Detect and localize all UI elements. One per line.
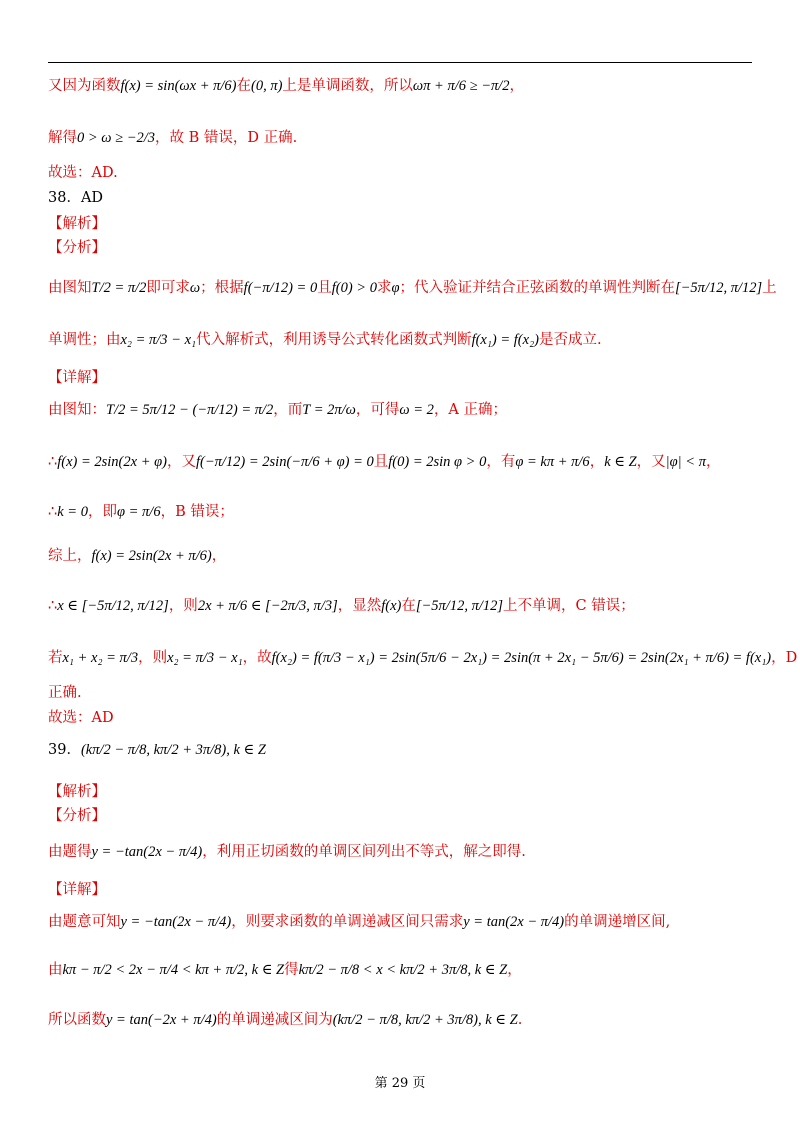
text-fragment: 若 [48, 650, 63, 666]
text-fragment: 综上， [48, 548, 92, 564]
formula: f(0) > 0 [331, 280, 377, 296]
text-fragment: 由 [48, 962, 63, 978]
formula: f(0) = 2sin φ > 0 [388, 454, 487, 470]
text-fragment: ，故 [242, 650, 272, 666]
header-rule [48, 62, 752, 63]
formula: y = tan(2x − π/4) [463, 914, 565, 930]
text-fragment: ， [509, 78, 525, 94]
text-fragment: 得 [284, 962, 299, 978]
text-fragment: ∴ [48, 454, 58, 470]
text-fragment: 由图知 [48, 280, 92, 296]
text-line [48, 278, 777, 298]
text-line [48, 238, 756, 258]
formula: T/2 = 5π/12 − (−π/12) = π/2 [106, 402, 274, 418]
text-fragment: 38．AD [48, 190, 104, 206]
formula: x₁ + x₂ = π/3 [62, 650, 139, 666]
text-fragment: 【解析】 [48, 784, 106, 800]
formula: [−5π/12, π/12] [415, 598, 503, 614]
formula: y = −tan(2x − π/4) [91, 844, 203, 860]
formula: y = tan(−2x + π/4) [106, 1012, 217, 1028]
text-fragment: 上不单调，C 错误； [503, 598, 635, 614]
text-fragment: ，则要求函数的单调递减区间只需求 [231, 914, 464, 930]
text-fragment: 39． [48, 742, 81, 758]
text-line [48, 683, 756, 703]
text-fragment: 由图知： [48, 402, 106, 418]
text-fragment: 由题得 [48, 844, 92, 860]
text-fragment: 又因为函数 [48, 78, 121, 94]
text-fragment: ，即 [87, 504, 117, 520]
text-fragment: 【详解】 [48, 882, 106, 898]
text-line [48, 214, 756, 234]
formula: f(−π/12) = 0 [243, 280, 318, 296]
text-fragment: ，利用正切函数的单调区间列出不等式，解之即得. [202, 844, 526, 860]
text-fragment: 且 [317, 280, 332, 296]
text-fragment: ；根据 [200, 280, 244, 296]
text-fragment: 上 [762, 280, 777, 296]
formula: (kπ/2 − π/8, kπ/2 + 3π/8), k ∈ Z [80, 742, 266, 758]
text-fragment: 故选：AD [48, 710, 114, 726]
formula: k ∈ Z [604, 454, 637, 470]
text-fragment: ，而 [273, 402, 303, 418]
text-fragment: 代入解析式，利用诱导公式转化函数式判断 [196, 332, 472, 348]
text-line [48, 163, 756, 183]
formula: (0, π) [251, 78, 283, 94]
text-line [48, 452, 756, 472]
text-fragment: ，又 [166, 454, 196, 470]
formula: kπ − π/2 < 2x − π/4 < kπ + π/2, k ∈ Z [62, 962, 285, 978]
text-fragment: 求 [376, 280, 392, 296]
text-fragment: ， [589, 454, 605, 470]
text-fragment: ， [507, 962, 522, 978]
text-fragment: 是否成立. [538, 332, 602, 348]
formula: ωπ + π/6 ≥ −π/2 [412, 78, 510, 94]
text-fragment: ，B 错误； [160, 504, 234, 520]
text-fragment: ，显然 [337, 598, 382, 614]
formula: 0 > ω ≥ −2/3 [77, 130, 156, 146]
text-fragment: ，可得 [355, 402, 400, 418]
text-line [48, 546, 756, 566]
text-fragment: ，A 正确； [433, 402, 508, 418]
text-fragment: 上是单调函数，所以 [282, 78, 413, 94]
formula: f(x) = 2sin(2x + φ) [57, 454, 167, 470]
formula: ω = 2 [399, 402, 434, 418]
formula: f(−π/12) = 2sin(−π/6 + φ) = 0 [195, 454, 374, 470]
text-fragment: 所以函数 [48, 1012, 106, 1028]
formula: x ∈ [−5π/12, π/12] [57, 598, 169, 614]
formula: 2x + π/6 ∈ [−2π/3, π/3] [197, 598, 338, 614]
text-fragment: . [517, 1012, 523, 1028]
text-line [48, 1010, 756, 1030]
text-fragment: 【分析】 [48, 808, 106, 824]
formula: φ = π/6 [116, 504, 161, 520]
text-fragment: 故选：AD. [48, 165, 118, 181]
text-fragment: 【解析】 [48, 216, 106, 232]
text-fragment: ， [211, 548, 227, 564]
formula: φ [391, 280, 400, 296]
text-fragment: 的单调递减区间为 [216, 1012, 333, 1028]
text-line [48, 400, 756, 420]
text-fragment: ，故 B 错误，D 正确. [155, 130, 298, 146]
text-line [48, 330, 756, 350]
formula: y = −tan(2x − π/4) [120, 914, 232, 930]
text-line [48, 782, 756, 802]
formula: [−5π/12, π/12] [675, 280, 763, 296]
formula: f(x) = 2sin(2x + π/6) [91, 548, 212, 564]
formula: |φ| < π [665, 454, 706, 470]
formula: (kπ/2 − π/8, kπ/2 + 3π/8), k ∈ Z [332, 1012, 518, 1028]
formula: k = 0 [57, 504, 88, 520]
formula: f(x) = sin(ωx + π/6) [120, 78, 237, 94]
text-fragment: ，则 [168, 598, 198, 614]
text-fragment: 即可求 [146, 280, 190, 296]
formula: φ = kπ + π/6 [515, 454, 590, 470]
formula: T = 2π/ω [302, 402, 356, 418]
text-fragment: ，D [771, 650, 798, 666]
text-line [48, 880, 756, 900]
formula: ω [189, 280, 201, 296]
text-fragment: 单调性；由 [48, 332, 121, 348]
formula: T/2 = π/2 [91, 280, 147, 296]
text-fragment: ∴ [48, 504, 58, 520]
text-fragment: ，又 [636, 454, 666, 470]
page-number: 第 29 页 [374, 1076, 426, 1091]
text-line [48, 596, 756, 616]
text-line [48, 708, 756, 728]
text-fragment: ，则 [138, 650, 168, 666]
formula: f(x₂) = f(π/3 − x₁) = 2sin(5π/6 − 2x₁) = 2sin(π + 2x₁ − 5π/6) = 2sin(2x₁ + π/6) = f(x₁) [271, 650, 772, 666]
text-line [48, 648, 798, 668]
text-line [48, 960, 756, 980]
text-fragment: 在 [236, 78, 251, 94]
text-line [48, 128, 756, 148]
text-fragment: 【分析】 [48, 240, 106, 256]
text-fragment: 解得 [48, 130, 77, 146]
text-fragment: ，有 [486, 454, 516, 470]
text-line [48, 842, 756, 862]
text-fragment: ∴ [48, 598, 58, 614]
text-fragment: ；代入验证并结合正弦函数的单调性判断在 [399, 280, 675, 296]
text-line [48, 368, 756, 388]
text-fragment: 正确. [48, 685, 82, 701]
text-line [48, 76, 756, 96]
formula: x₂ = π/3 − x₁ [167, 650, 243, 666]
text-line [48, 502, 756, 522]
text-fragment: ， [705, 454, 721, 470]
text-fragment: 且 [373, 454, 389, 470]
formula: x₂ = π/3 − x₁ [120, 332, 197, 348]
text-fragment: 【详解】 [48, 370, 106, 386]
text-fragment: 由题意可知 [48, 914, 121, 930]
text-line [48, 912, 756, 932]
text-fragment: 在 [401, 598, 416, 614]
text-fragment: 的单调递增区间, [564, 914, 671, 930]
formula: f(x) [381, 598, 402, 614]
text-line [48, 806, 756, 826]
formula: f(x₁) = f(x₂) [471, 332, 539, 348]
formula: kπ/2 − π/8 < x < kπ/2 + 3π/8, k ∈ Z [298, 962, 508, 978]
text-line [48, 188, 756, 208]
text-line [48, 740, 756, 760]
